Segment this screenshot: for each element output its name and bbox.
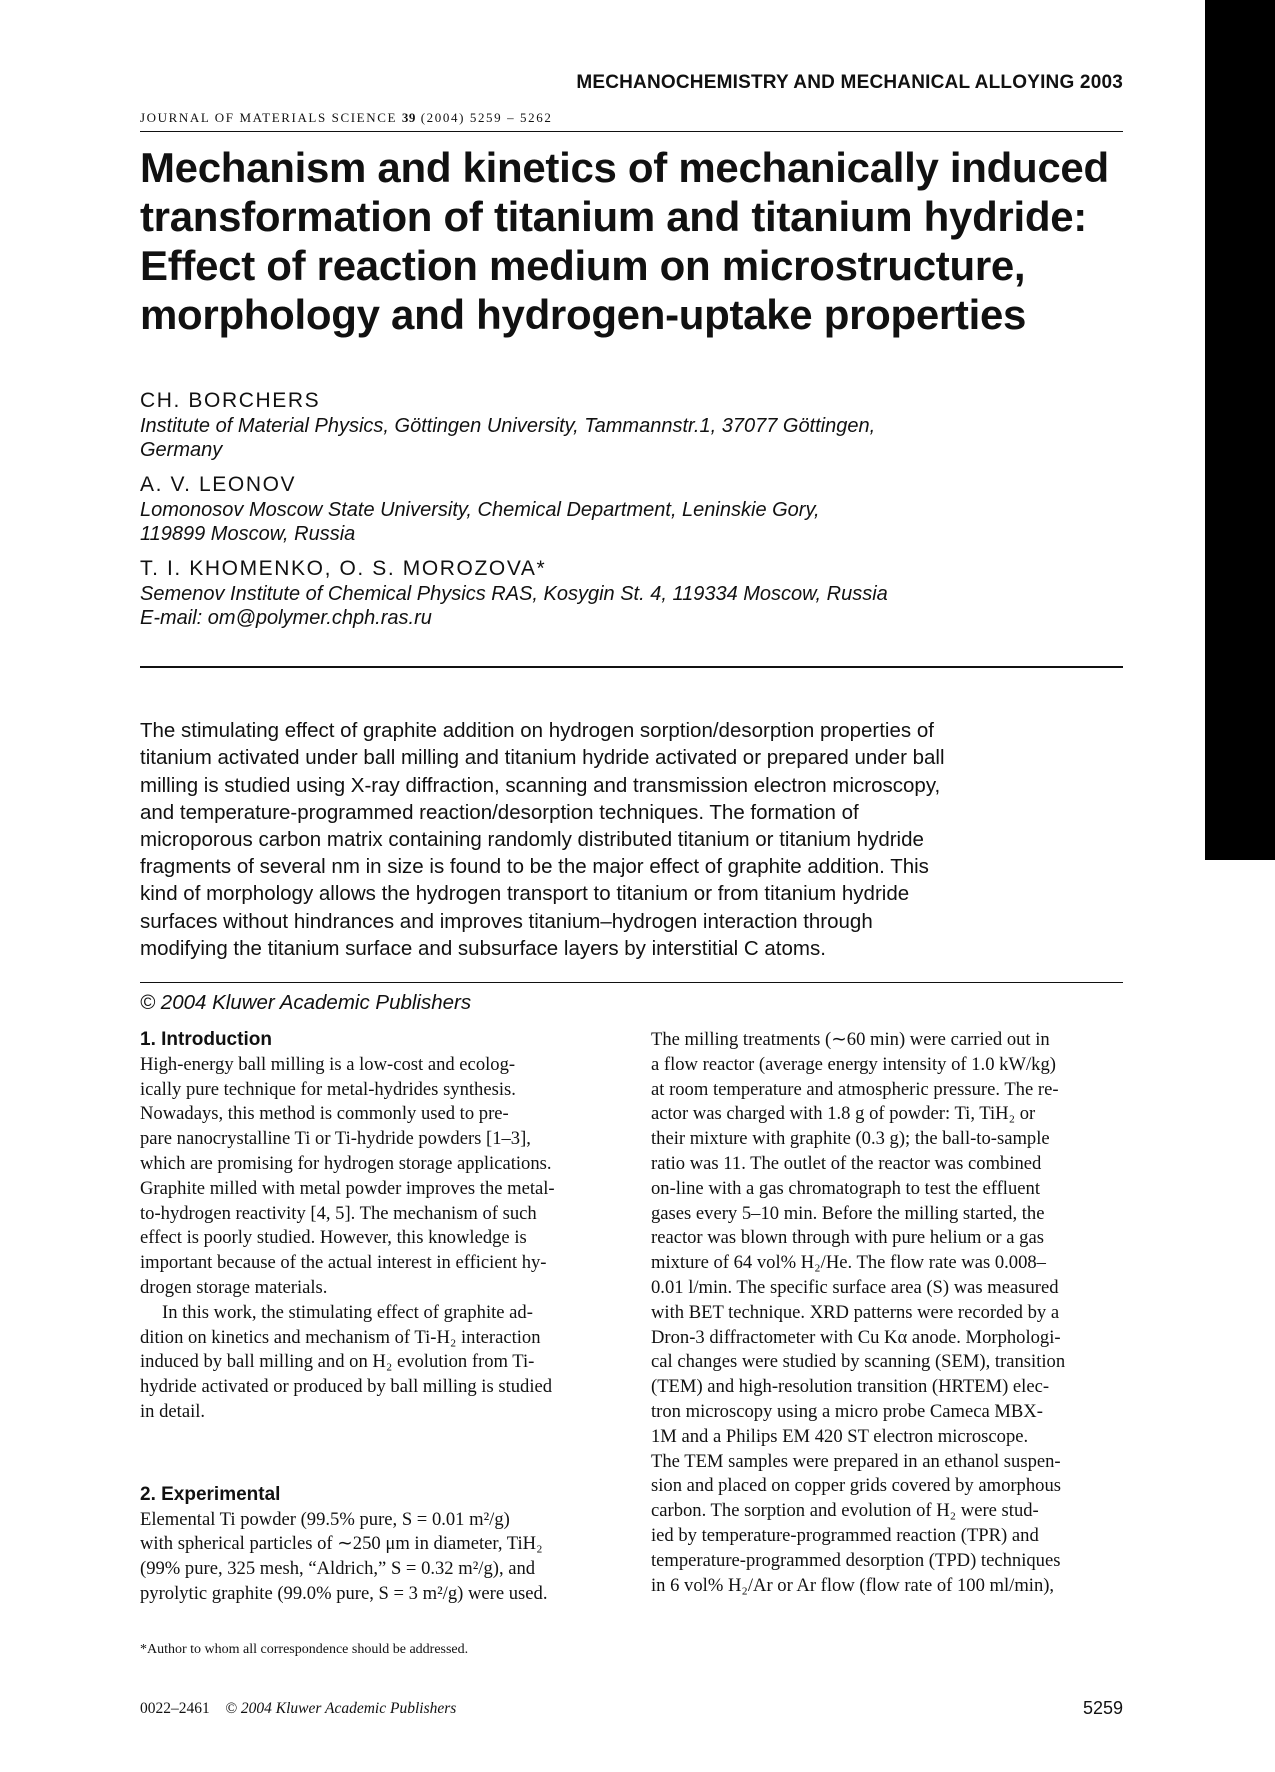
abstract-copyright: © 2004 Kluwer Academic Publishers (140, 991, 472, 1015)
author-affiliation: Lomonosov Moscow State University, Chemical Department, Leninskie Gory, 119899 Moscow, Russia (140, 499, 820, 545)
series-title: MECHANOCHEMISTRY AND MECHANICAL ALLOYING 2003 (576, 72, 1123, 93)
abstract-top-rule (140, 666, 1123, 668)
issn: 0022–2461 (140, 1700, 210, 1717)
article-title: Mechanism and kinetics of mechanically induced transformation of titanium and titanium hydride: Effect of reaction medium on microstructure, morphology and hydrogen-uptake properties (140, 144, 1109, 338)
paragraph: High-energy ball milling is a low-cost and ecolog- ically pure technique for metal-hydrides synthesis. Nowadays, this method is commonly used to pre- pare nanocrystalline Ti or Ti-hydride powders [1–3], which are promising for hydrogen storage applications. Graphite milled with metal powder improves the metal- to-hydrogen reactivity [4, 5]. The mechanism of such effect is poorly studied. However, this knowledge is important because of the actual interest in efficient hy- drogen storage materials. (140, 1053, 555, 1298)
header-rule (140, 131, 1123, 132)
author-name: T. I. KHOMENKO, O. S. MOROZOVA* (140, 557, 547, 580)
paragraph: The milling treatments (∼60 min) were carried out in a flow reactor (average energy intensity of 1.0 kW/kg) at room temperature and atmospheric pressure. The re- actor was charged with 1.8 g of powder: Ti, TiH₂ or their mixture with graphite (0.3 g); the ball-to-sample ratio was 11. The outlet of the reactor was combined on-line with a gas chromatograph to test the effluent gases every 5–10 min. Before the milling started, the reactor was blown through with pure helium or a gas mixture of 64 vol% H₂/He. The flow rate was 0.008– 0.01 l/min. The specific surface area (S) was measured with BET technique. XRD patterns were recorded by a Dron-3 diffractometer with Cu Kα anode. Morphologi- cal changes were studied by scanning (SEM), transition (TEM) and high-resolution transition (HRTEM) elec- tron microscopy using a micro probe Cameca MBX- 1M and a Philips EM 420 ST electron microscope. The TEM samples were prepared in an ethanol suspen- sion and placed on copper grids covered by amorphous carbon. The sorption and evolution of H₂ were stud- ied by temperature-programmed reaction (TPR) and temperature-programmed desorption (TPD) techniques in 6 vol% H₂/Ar or Ar flow (flow rate of 100 ml/min), (651, 1029, 1066, 1596)
left-column (140, 1028, 614, 1607)
journal-volume: 39 (401, 110, 416, 125)
footer-copyright: © 2004 Kluwer Academic Publishers (225, 1700, 457, 1717)
author-block (140, 472, 1123, 546)
author-name: A. V. LEONOV (140, 473, 297, 496)
author-affiliation: Semenov Institute of Chemical Physics RAS, Kosygin St. 4, 119334 Moscow, Russia E-mail: om@polymer.chph.ras.ru (140, 583, 888, 629)
abstract-text: The stimulating effect of graphite addition on hydrogen sorption/desorption properties of titanium activated under ball milling and titanium hydride activated or prepared under ball milling is studied using X-ray diffraction, scanning and transmission electron microscopy, and temperature-programmed reaction/desorption techniques. The formation of microporous carbon matrix containing randomly distributed titanium or titanium hydride fragments of several nm in size is found to be the major effect of graphite addition. This kind of morphology allows the hydrogen transport to titanium or from titanium hydride surfaces without hindrances and improves titanium–hydrogen interaction through modifying the titanium surface and subsurface layers by interstitial C atoms. (140, 719, 945, 960)
footer-left (140, 1700, 456, 1718)
author-affiliation: Institute of Material Physics, Göttingen University, Tammannstr.1, 37077 Göttingen, Germany (140, 415, 876, 461)
journal-line (140, 110, 552, 126)
right-column (651, 1028, 1125, 1598)
paragraph: Elemental Ti powder (99.5% pure, S = 0.01 m²/g) with spherical particles of ∼250 μm in diameter, TiH₂ (99% pure, 325 mesh, “Aldrich,” S = 0.32 m²/g), and pyrolytic graphite (99.0% pure, S = 3 m²/g) were used. (140, 1508, 548, 1604)
author-block (140, 556, 1123, 630)
section-heading-introduction: 1. Introduction (140, 1029, 272, 1050)
footnote: *Author to whom all correspondence should be addressed. (140, 1642, 469, 1657)
edge-tab-marker (1205, 0, 1275, 860)
section-heading-experimental: 2. Experimental (140, 1483, 281, 1505)
author-name: CH. BORCHERS (140, 389, 321, 412)
author-block (140, 388, 1123, 462)
page-number: 5259 (1082, 1698, 1123, 1718)
author-list (140, 388, 1123, 640)
journal-year-pages: (2004) 5259 – 5262 (420, 110, 553, 125)
journal-name: JOURNAL OF MATERIALS SCIENCE (140, 110, 398, 125)
abstract-bottom-rule (140, 982, 1123, 983)
paragraph: In this work, the stimulating effect of graphite ad- dition on kinetics and mechanism of Ti-H₂ interaction induced by ball milling and on H₂ evolution from Ti- hydride activated or produced by ball milling is studied in detail. (140, 1301, 553, 1422)
abstract (140, 690, 1130, 1044)
